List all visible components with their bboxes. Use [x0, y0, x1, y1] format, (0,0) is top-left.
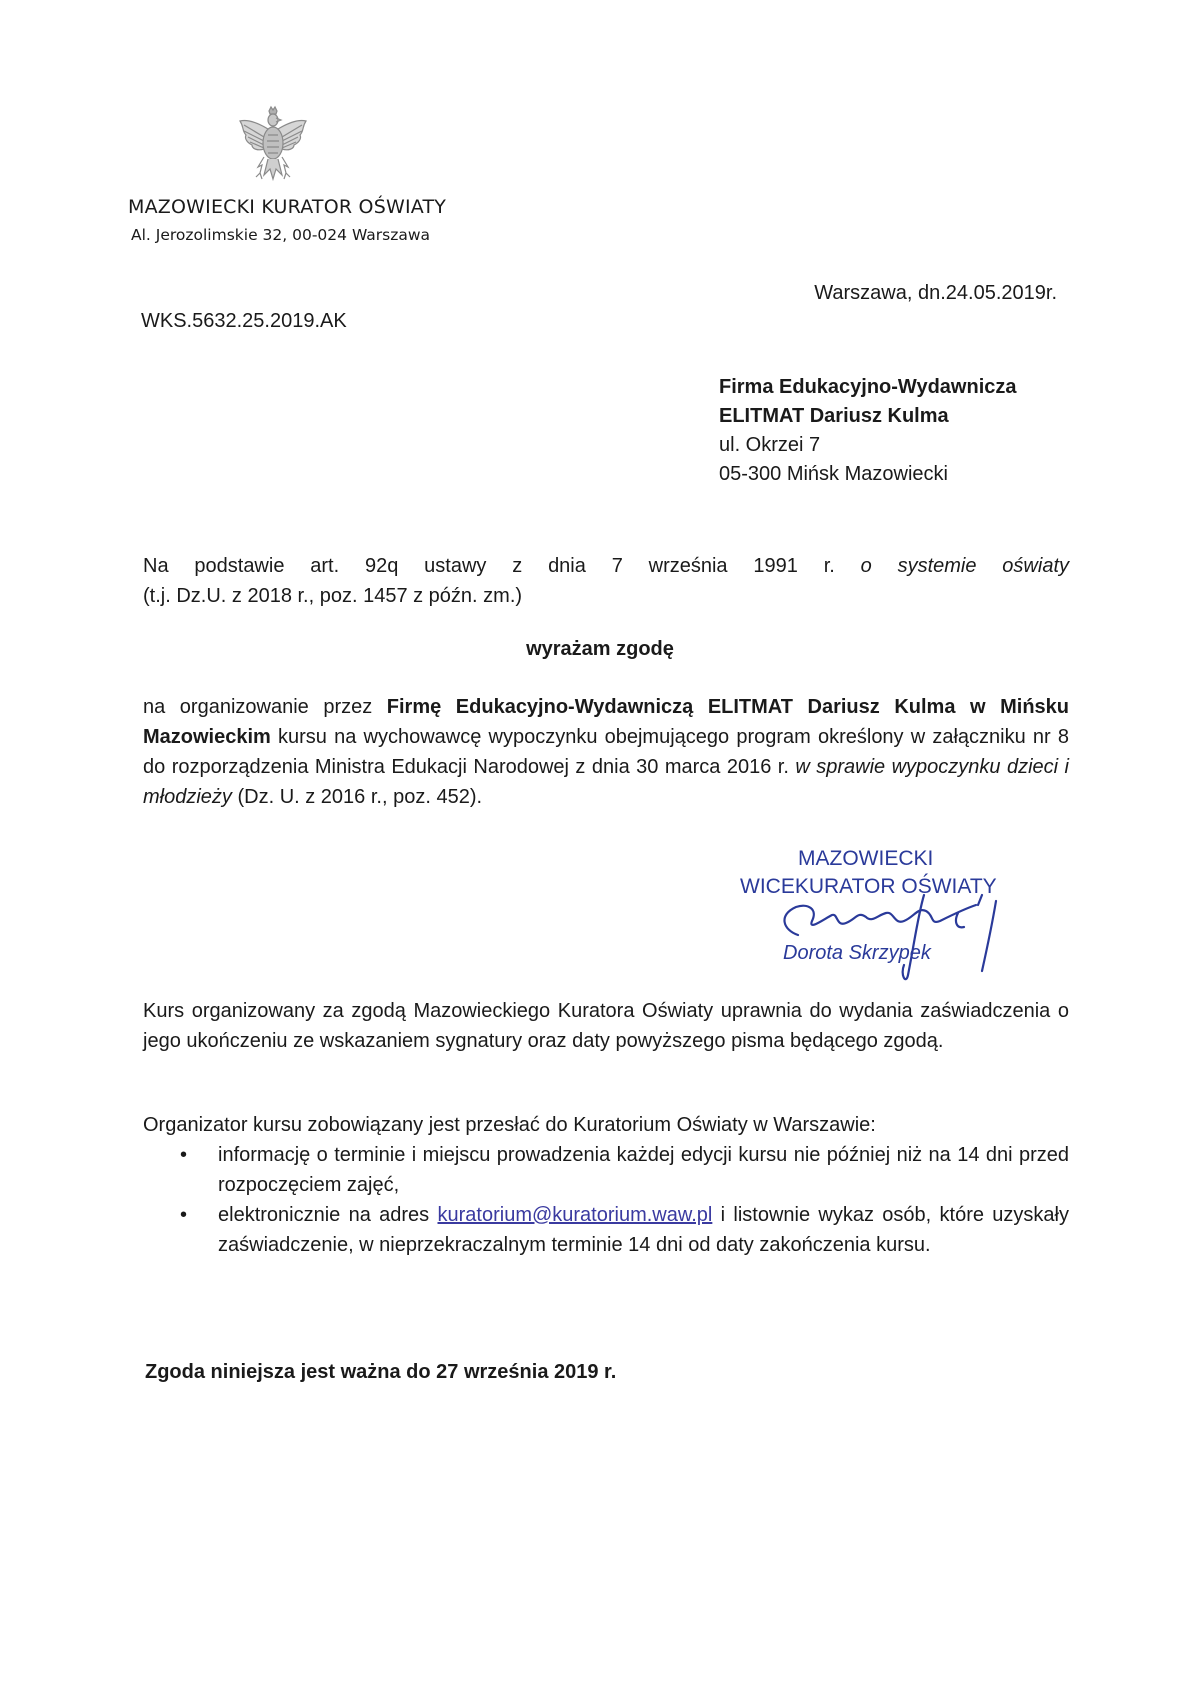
- legal-basis-act: o systemie oświaty: [860, 555, 1070, 577]
- stamp-line-2: WICEKURATOR OŚWIATY: [740, 875, 997, 898]
- consent-regulation-title: w sprawie wypoczynku dzieci i młodzieży: [143, 756, 1069, 808]
- obligation-2-text-a: elektronicznie na adres: [218, 1204, 438, 1226]
- bullet-icon: •: [180, 1204, 188, 1226]
- handwritten-signature-icon: [784, 895, 996, 979]
- stamp-line-1: MAZOWIECKI: [798, 847, 934, 870]
- org-address: Al. Jerozolimskie 32, 00-024 Warszawa: [131, 226, 431, 244]
- reference-number: WKS.5632.25.2019.AK: [141, 310, 347, 332]
- eagle-emblem-icon: [238, 105, 308, 185]
- recipient-line-1: Firma Edukacyjno-Wydawnicza: [719, 376, 1017, 398]
- legal-basis-line-1: [143, 551, 1069, 581]
- obligations-intro: Organizator kursu zobowiązany jest przesłać do Kuratorium Oświaty w Warszawie:: [143, 1114, 876, 1136]
- obligation-2-text-b: i listownie wykaz osób, które uzyskały zaświadczenie, w nieprzekraczalnym terminie 14 dni od daty zakończenia kursu.: [218, 1204, 1069, 1256]
- letter-date: Warszawa, dn.24.05.2019r.: [814, 282, 1057, 304]
- list-item: [180, 1200, 1069, 1260]
- email-link[interactable]: kuratorium@kuratorium.waw.pl: [437, 1204, 713, 1226]
- legal-basis-line-2: (t.j. Dz.U. z 2018 r., poz. 1457 z późn. zm.): [143, 585, 523, 607]
- consent-company: Firmę Edukacyjno-Wydawniczą ELITMAT Dariusz Kulma w Mińsku Mazowieckim: [143, 696, 1070, 748]
- validity-statement: Zgoda niniejsza jest ważna do 27 września 2019 r.: [145, 1361, 617, 1383]
- stamp-name: Dorota Skrzypek: [783, 942, 931, 964]
- consent-text-3: (Dz. U. z 2016 r., poz. 452).: [231, 786, 483, 808]
- consent-paragraph: [143, 692, 1069, 812]
- recipient-block: [719, 373, 1017, 489]
- recipient-line-3: ul. Okrzei 7: [719, 434, 821, 456]
- consent-text-1: na organizowanie przez: [143, 696, 387, 718]
- consent-heading: wyrażam zgodę: [526, 638, 674, 660]
- signature-stamp: [728, 835, 1028, 985]
- legal-basis-prefix: Na podstawie art. 92q ustawy z dnia 7 września 1991 r.: [143, 555, 861, 577]
- obligations-list: [180, 1140, 1069, 1260]
- recipient-line-4: 05-300 Mińsk Mazowiecki: [719, 463, 948, 485]
- obligation-1: informację o terminie i miejscu prowadzenia każdej edycji kursu nie później niż na 14 dni przed rozpoczęciem zajęć,: [218, 1144, 1069, 1196]
- recipient-line-2: ELITMAT Dariusz Kulma: [719, 405, 949, 427]
- list-item: [180, 1140, 1069, 1200]
- org-name: MAZOWIECKI KURATOR OŚWIATY: [128, 196, 447, 218]
- course-paragraph: Kurs organizowany za zgodą Mazowieckiego Kuratora Oświaty uprawnia do wydania zaświadczenia o jego ukończeniu ze wskazaniem sygnatury oraz daty powyższego pisma będącego zgodą.: [143, 1000, 1069, 1052]
- consent-text-2: kursu na wychowawcę wypoczynku obejmującego program określony w załączniku nr 8 do rozporządzenia Ministra Edukacji Narodowej z dnia 30 marca 2016 r.: [143, 726, 1069, 778]
- bullet-icon: •: [180, 1144, 188, 1166]
